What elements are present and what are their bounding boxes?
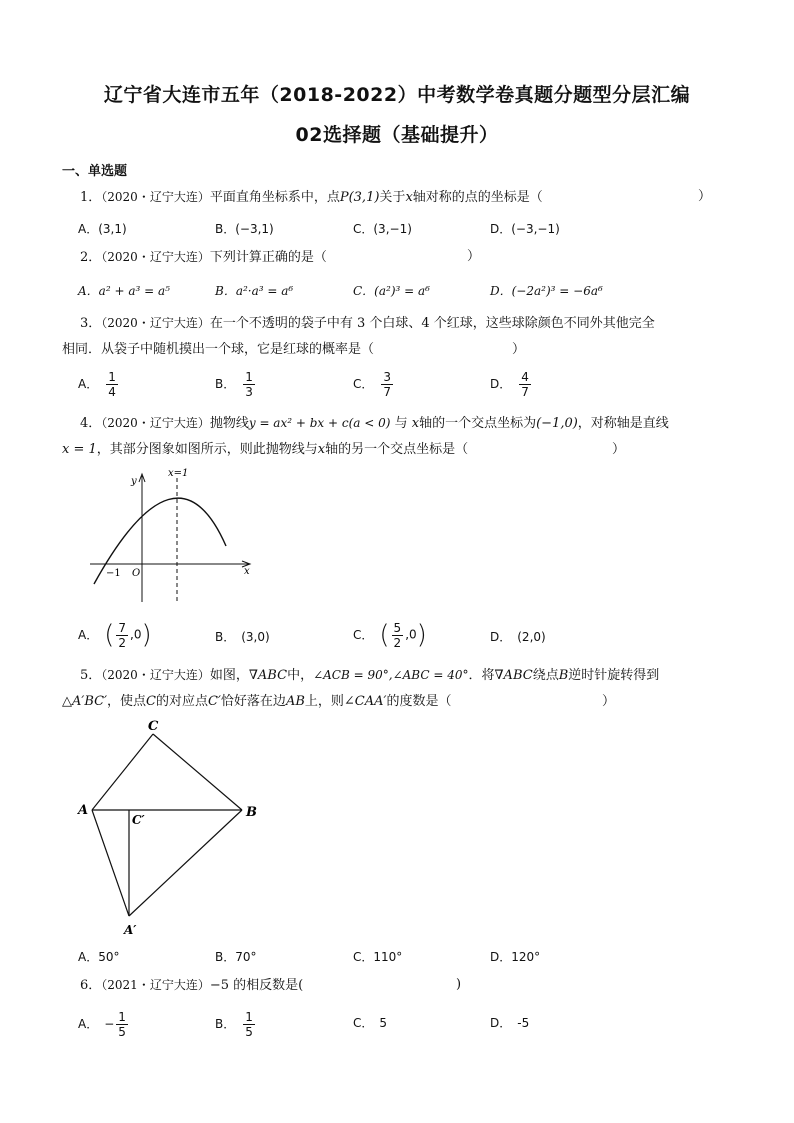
q5-triangle-3: △A′BC′ <box>62 694 108 709</box>
q3-close: ） <box>512 342 526 357</box>
q4-number: 4． <box>80 416 102 431</box>
q5-triangle-1: ∇ABC <box>248 668 288 683</box>
graph-x-label: x <box>244 566 250 577</box>
q1-option-d[interactable]: D．(−3,−1) <box>490 222 560 236</box>
graph-symmetry-label: x=1 <box>168 468 189 479</box>
q5-line1-c: ．将 <box>468 668 495 683</box>
q2-option-d[interactable]: D．(−2a²)³ = −6a⁶ <box>490 284 603 298</box>
q5-segment: AB <box>285 694 305 709</box>
q3-option-b[interactable]: B． $\frac{1}{3}$ <box>215 370 253 399</box>
parabola-graph <box>86 466 256 606</box>
q4-option-a[interactable]: A． ( $\frac{7}{2}$ ,0) <box>78 620 152 650</box>
label-a-prime: A′ <box>124 923 137 937</box>
q4-text-a: 抛物线 <box>209 416 249 431</box>
section-heading: 一、单选题 <box>62 164 128 179</box>
q5-line1-d: 绕点 <box>532 668 559 683</box>
q4-line2-text2: 轴的另一个交点坐标是（ <box>325 442 469 457</box>
q3-option-a[interactable]: A． $\frac{1}{4}$ <box>78 370 116 399</box>
q4-option-c[interactable]: C． ( $\frac{5}{2}$ ,0) <box>353 620 427 650</box>
segment-ca <box>92 734 153 810</box>
q5-line2-a: ，使点 <box>107 694 147 709</box>
graph-origin-label: O <box>132 568 141 579</box>
q2-option-a[interactable]: A．a² + a³ = a⁵ <box>78 284 170 298</box>
q4-text-d: 轴的一个交点坐标为 <box>419 416 537 431</box>
q5-point-b: B <box>558 668 569 683</box>
q6-option-c[interactable]: C． 5 <box>353 1016 388 1030</box>
q3-source: （2020・辽宁大连） <box>101 316 210 330</box>
q3-line2: 相同．从袋子中随机摸出一个球，它是红球的概率是（ <box>62 342 375 357</box>
q1-point: P(3,1) <box>339 190 380 205</box>
q5-line1-b: 中， <box>287 668 314 683</box>
q6-source: （2021・辽宁大连） <box>101 978 210 992</box>
q5-line1-e: 逆时针旋转得到 <box>568 668 660 683</box>
segment-a-prime-b <box>129 810 242 916</box>
doc-title: 辽宁省大连市五年（2018-2022）中考数学卷真题分题型分层汇编 <box>103 84 691 106</box>
segment-aa-prime <box>92 810 129 916</box>
question-2 <box>62 244 722 271</box>
label-c-prime: C′ <box>132 813 145 827</box>
q2-number: 2． <box>80 250 102 265</box>
question-4 <box>62 410 722 463</box>
q1-source: （2020・辽宁大连） <box>101 190 210 204</box>
question-1 <box>62 184 722 211</box>
q1-text-c: 轴对称的点的坐标是（ <box>412 190 543 205</box>
q5-point-c2: C′ <box>208 694 221 709</box>
q6-option-b[interactable]: B． $\frac{1}{5}$ <box>215 1010 253 1039</box>
label-a: A <box>78 803 89 818</box>
q5-line2-e: 的度数是（ <box>386 694 452 709</box>
q1-option-a[interactable]: A．(3,1) <box>78 222 127 236</box>
q6-text: −5 的相反数是( <box>209 978 304 993</box>
q6-number: 6． <box>80 978 102 993</box>
q4-option-d[interactable]: D． (2,0) <box>490 630 546 644</box>
q1-number: 1． <box>80 190 102 205</box>
q4-point: (−1,0) <box>536 416 578 431</box>
question-3 <box>62 310 722 363</box>
q5-point-c: C <box>146 694 156 709</box>
q3-option-c[interactable]: C． $\frac{3}{7}$ <box>353 370 392 399</box>
q5-option-b[interactable]: B．70° <box>215 950 257 964</box>
label-b: B <box>246 805 257 820</box>
q2-close: ） <box>467 249 481 264</box>
q4-line2-x: x <box>317 442 326 457</box>
q5-source: （2020・辽宁大连） <box>101 668 210 682</box>
q5-angle: ∠CAA′ <box>343 694 387 709</box>
q5-angles: ∠ACB = 90°,∠ABC = 40° <box>313 668 469 682</box>
segment-cb <box>153 734 242 810</box>
q5-option-a[interactable]: A．50° <box>78 950 120 964</box>
q4-text-b: 与 <box>394 416 408 431</box>
q3-line1: 在一个不透明的袋子中有 3 个白球、4 个红球，这些球除颜色不同外其他完全 <box>209 316 655 331</box>
q5-line2-c: 恰好落在边 <box>220 694 286 709</box>
q5-option-d[interactable]: D．120° <box>490 950 541 964</box>
q4-equation: y = ax² + bx + c(a < 0) <box>248 416 391 430</box>
question-6 <box>62 972 722 999</box>
q3-number: 3． <box>80 316 102 331</box>
doc-subtitle: 02选择题（基础提升） <box>295 124 499 146</box>
q6-option-a[interactable]: A． − $\frac{1}{5}$ <box>78 1010 126 1039</box>
q5-close: ） <box>602 694 616 709</box>
q5-number: 5． <box>80 668 102 683</box>
q1-text-b: 关于 <box>379 190 406 205</box>
q5-line2-b: 的对应点 <box>156 694 209 709</box>
q1-option-c[interactable]: C．(3,−1) <box>353 222 412 236</box>
q2-source: （2020・辽宁大连） <box>101 250 210 264</box>
question-5 <box>62 662 722 715</box>
q6-option-d[interactable]: D． -5 <box>490 1016 530 1030</box>
q6-close: ) <box>456 977 462 992</box>
q1-option-b[interactable]: B．(−3,1) <box>215 222 274 236</box>
q5-option-c[interactable]: C．110° <box>353 950 403 964</box>
q4-close: ） <box>612 442 626 457</box>
q4-source: （2020・辽宁大连） <box>101 416 210 430</box>
graph-y-label: y <box>131 476 137 487</box>
q5-triangle-2: ∇ABC <box>494 668 533 683</box>
q4-line2-eq: x = 1 <box>62 442 97 457</box>
q4-line2-text: ，其部分图象如图所示，则此抛物线与 <box>96 442 318 457</box>
q2-option-c[interactable]: C．(a²)³ = a⁶ <box>353 284 430 298</box>
q1-axis: x <box>405 190 413 205</box>
q1-text-a: 平面直角坐标系中，点 <box>209 190 340 205</box>
q5-line1-a: 如图， <box>209 668 249 683</box>
q5-line2-d: 上，则 <box>304 694 344 709</box>
q4-text-e: ，对称轴是直线 <box>577 416 669 431</box>
q3-option-d[interactable]: D． $\frac{4}{7}$ <box>490 370 529 399</box>
label-c: C <box>148 719 159 734</box>
graph-neg1-label: −1 <box>106 568 121 579</box>
q4-option-b[interactable]: B． (3,0) <box>215 630 270 644</box>
q1-close: ） <box>698 189 712 204</box>
q2-option-b[interactable]: B．a²·a³ = a⁶ <box>215 284 294 298</box>
triangle-figure <box>74 716 274 940</box>
q2-text: 下列计算正确的是（ <box>209 250 327 265</box>
q4-x: x <box>411 416 420 431</box>
